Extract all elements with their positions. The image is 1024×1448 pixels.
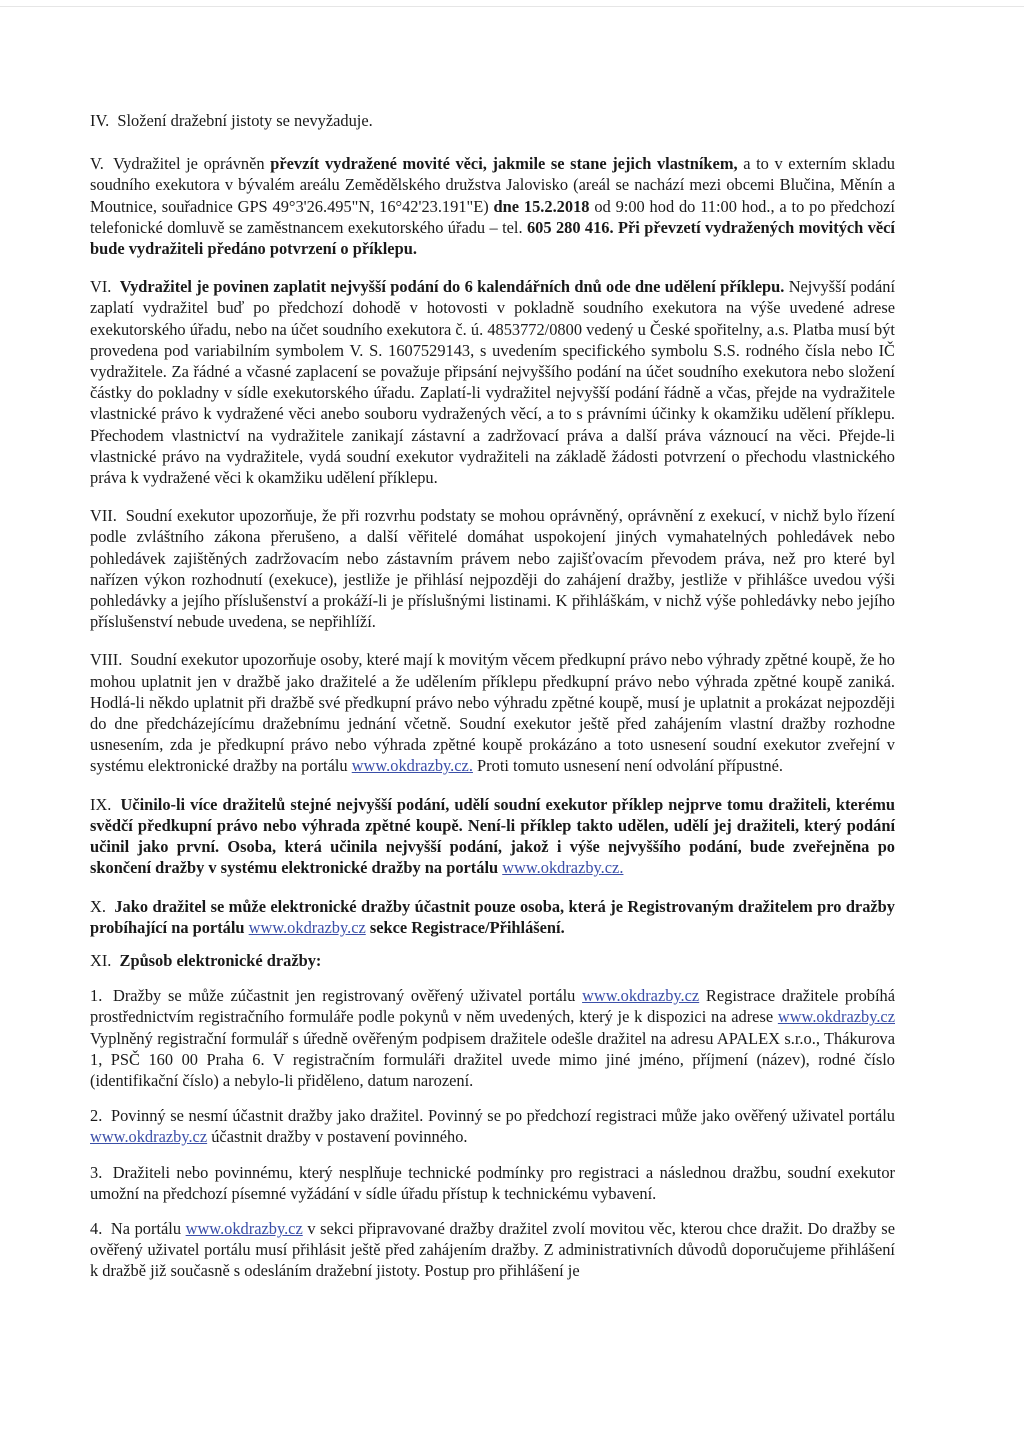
- okdrazby-link[interactable]: www.okdrazby.cz: [90, 1127, 208, 1147]
- section-number: IV.: [90, 111, 110, 130]
- okdrazby-link[interactable]: www.okdrazby.cz: [185, 1218, 303, 1238]
- item-number: 2.: [90, 1106, 103, 1126]
- okdrazby-link[interactable]: www.okdrazby.cz: [582, 986, 700, 1006]
- section-number: VII.: [90, 506, 117, 526]
- okdrazby-link[interactable]: www.okdrazby.cz: [248, 917, 366, 937]
- item-text: Vyplněný registrační formulář s úředně ověřeným podpisem dražitele odešle dražitel na adresu APALEX s.r.o., Thákurova 1, PSČ 160 00 Praha 6. V registračním formuláři dražitel uvede mimo jiné jméno, příjmení (název), rodné číslo (identifikační číslo) a nebylo-li přiděleno, datum narození.: [90, 1028, 895, 1090]
- section-number: IX.: [90, 794, 112, 814]
- top-divider: [0, 6, 1024, 7]
- section-vii: [90, 505, 895, 632]
- section-bold-text: převzít vydražené movité věci, jakmile se stane jejich vlastníkem,: [270, 154, 738, 174]
- section-v: [90, 153, 895, 259]
- list-item: [90, 1105, 895, 1147]
- section-bold-text: sekce Registrace/Přihlášení.: [369, 917, 565, 937]
- okdrazby-link[interactable]: www.okdrazby.cz.: [502, 858, 624, 878]
- item-number: 3.: [90, 1162, 103, 1182]
- list-item: [90, 985, 895, 1091]
- section-text: Nejvyšší podání zaplatí vydražitel buď po předchozí dohodě v hotovosti v pokladně soudního exekutora na výše uvedené adrese exekutorského úřadu, nebo na účet soudního exekutora č. ú. 4853772/0800 vedený u České spořitelny, a.s. Platba musí být provedena pod variabilním symbolem V. S. 1607529143, s uvedením specifického symbolu S.S. rodného čísla nebo IČ vydražitele. Za řádné a včasné zaplacení se považuje připsání nejvyššího podání na účet soudního exekutora nebo složení částky do pokladny v sídle exekutorského úřadu. Zaplatí-li vydražitel nejvyšší podání řádně a včas, přejde na vydražitele vlastnické právo k vydražené věci anebo souboru vydražených věcí, a to s právními účinky k okamžiku udělení příklepu. Přechodem vlastnictví na vydražitele zanikají zástavní a zadržovací práva a další práva váznoucí na věci. Přejde-li vlastnické právo na vydražitele, vydá soudní exekutor vydražiteli na základě žádosti potvrzení o přechodu vlastnického práva k vydražené věci k okamžiku udělení příklepu.: [90, 277, 895, 488]
- section-iv: [90, 110, 895, 131]
- section-bold-text: Učinilo-li více dražitelů stejné nejvyšší podání, udělí soudní exekutor příklep nejprve tomu dražiteli, kterému svědčí předkupní právo nebo výhrada zpětné koupě. Není-li příklep takto udělen, udělí jej dražiteli, který podání učinil jako první. Osoba, která učinila nejvyšší podání, jakož i výše nejvyššího podání, bude zveřejněna po skončení dražby v systému elektronické dražby na portálu: [90, 794, 895, 878]
- section-number: VIII.: [90, 650, 123, 670]
- item-number: 4.: [90, 1218, 103, 1238]
- pickup-date: dne 15.2.2018: [493, 196, 590, 216]
- document-page: [90, 110, 895, 1296]
- item-number: 1.: [90, 986, 103, 1006]
- list-item: [90, 1218, 895, 1282]
- section-text: Vydražitel je oprávněn: [113, 154, 265, 174]
- section-text: Složení dražební jistoty se nevyžaduje.: [117, 111, 373, 130]
- section-bold-text: 605 280 416. Při převzetí vydražených movitých věcí bude vydražiteli předáno potvrzení o příklepu.: [90, 217, 895, 259]
- item-text: Na portálu: [110, 1218, 182, 1238]
- okdrazby-link[interactable]: www.okdrazby.cz: [777, 1007, 895, 1027]
- section-text: a to v externím skladu soudního exekutora v bývalém areálu Zemědělského družstva Jalovisko (areál se nachází mezi obcemi Blučina, Měnín a Moutnice, souřadnice GPS 49°3'26.495"N, 16°42'23.191"E): [90, 154, 895, 216]
- okdrazby-link[interactable]: www.okdrazby.cz.: [351, 756, 473, 776]
- section-number: X.: [90, 896, 106, 916]
- section-text: Soudní exekutor upozorňuje, že při rozvrhu podstaty se mohou oprávněný, oprávnění z exekucí, v nichž bylo řízení podle zvláštního zákona přerušeno, a další věřitelé domáhat uspokojení jiných vymahatelných pohledávek nebo pohledávek zajištěných zadržovacím nebo zástavním právem nebo zajišťovacím převodem práva, než pro které byl nařízen výkon rozhodnutí (exekuce), jestliže je přihlásí nejpozději do zahájení dražby, jestliže v přihlášce uvedou výši pohledávky a jejího příslušenství a prokáží-li je příslušnými listinami. K přihláškám, v nichž výše pohledávky nebo jejího příslušenství nebude uvedena, se nepřihlíží.: [90, 506, 895, 632]
- section-xi-heading: [90, 950, 895, 971]
- item-text: Dražby se může zúčastnit jen registrovaný ověřený uživatel portálu: [113, 986, 576, 1006]
- section-x: [90, 896, 895, 938]
- section-number: XI.: [90, 950, 112, 970]
- section-viii: [90, 649, 895, 776]
- section-bold-text: Jako dražitel se může elektronické dražby účastnit pouze osoba, která je Registrovaným dražitelem pro dražby probíhající na portálu: [90, 896, 895, 937]
- section-heading: Způsob elektronické dražby:: [119, 950, 322, 970]
- item-text: Dražiteli nebo povinnému, který nesplňuje technické podmínky pro registraci a následnou dražbu, soudní exekutor umožní na předchozí písemné vyžádání v sídle úřadu přístup k technickému vybavení.: [90, 1162, 895, 1203]
- section-vi: [90, 276, 895, 488]
- item-text: v sekci připravované dražby dražitel zvolí movitou věc, kterou chce dražit. Do dražby se ověřený uživatel portálu musí přihlásit ještě před zahájením dražby. Z administrativních důvodů doporučujeme přihlášení k dražbě již současně s odesláním dražební jistoty. Postup pro přihlášení je: [90, 1218, 895, 1281]
- section-ix: [90, 794, 895, 879]
- item-text: účastnit dražby v postavení povinného.: [211, 1127, 468, 1147]
- section-number: VI.: [90, 277, 112, 297]
- item-text: Povinný se nesmí účastnit dražby jako dražitel. Povinný se po předchozí registraci může jako ověřený uživatel portálu: [110, 1106, 895, 1126]
- item-text: Registrace dražitele probíhá prostřednictvím registračního formuláře podle pokynů v něm uvedených, který je k dispozici na adrese: [90, 986, 895, 1027]
- section-text: Soudní exekutor upozorňuje osoby, které mají k movitým věcem předkupní právo nebo výhrady zpětné koupě, že ho mohou uplatnit jen v dražbě jako dražitelé a že udělením příklepu předkupní právo nebo výhrada zpětné koupě zaniká. Hodlá-li někdo uplatnit při dražbě své předkupní právo nebo výhradu zpětné koupě, musí je uplatnit a prokázat nejpozději do dne předcházejícímu dražebnímu jednání včetně. Soudní exekutor ještě před zahájením vlastní dražby rozhodne usnesením, zda je předkupní právo nebo výhrada zpětné koupě prokázáno a toto usnesení soudní exekutor zveřejní v systému elektronické dražby na portálu: [90, 650, 895, 776]
- section-text: od 9:00 hod do 11:00 hod., a to po předchozí telefonické domluvě se zaměstnancem exekutorského úřadu – tel.: [90, 196, 895, 237]
- section-text: Proti tomuto usnesení není odvolání přípustné.: [477, 756, 783, 776]
- section-bold-text: Vydražitel je povinen zaplatit nejvyšší podání do 6 kalendářních dnů ode dne udělení příklepu.: [119, 277, 785, 297]
- list-item: [90, 1162, 895, 1204]
- section-number: V.: [90, 154, 104, 174]
